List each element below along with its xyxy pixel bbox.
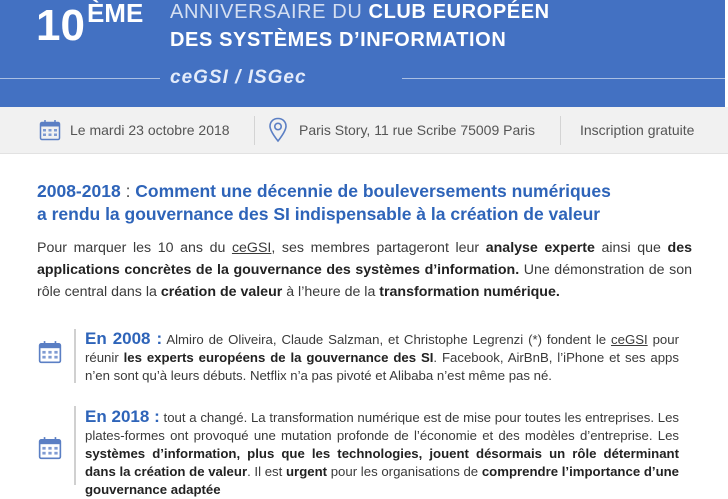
banner-divider-left — [0, 78, 160, 79]
timeline-entry-2018: En 2018 : tout a changé. La transformation numérique est de mise pour toutes les entreprises. Les plates-formes ont provoqué une mutation profonde de l’économie et des modèles d’entreprise. Les systèmes d’information, plus que les technologies, jouent désormais un rôle déterminant dans la création de valeur. Il est urgent pour les organisations de comprendre l’importance d’une gouvernance adaptée — [85, 407, 680, 497]
header-banner — [0, 0, 728, 107]
event-info-bar — [0, 107, 728, 154]
banner-divider-right — [402, 78, 728, 79]
event-title: ANNIVERSAIRE DU CLUB EUROPÉEN DES SYSTÈMES D’INFORMATION — [170, 1, 550, 51]
registration-info: Inscription gratuite — [580, 122, 695, 138]
cegsi-link[interactable]: ceGSI — [611, 332, 648, 347]
timeline-entry-2008: En 2008 : Almiro de Oliveira, Claude Salzman, et Christophe Legrenzi (*) fondent le ceGSI pour réunir les experts européens de la gouvernance des SI. Facebook, AirBnB, l’iPhone et ses apps n’en sont qu’à leurs débuts. Netflix n’a pas pivoté et Alibaba n’est même pas né. — [85, 329, 679, 383]
event-subtitle: ceGSI / ISGec — [170, 67, 307, 88]
event-location: Paris Story, 11 rue Scribe 75009 Paris — [299, 122, 536, 138]
event-date: Le mardi 23 octobre 2018 — [70, 122, 230, 138]
anniversary-number: 10ÈME — [36, 0, 144, 50]
main-heading: 2008-2018 : Comment une décennie de bouleversements numériques a rendu la gouvernance des SI indispensable à la création de valeur — [37, 181, 611, 224]
timeline-divider — [74, 406, 76, 485]
intro-paragraph: Pour marquer les 10 ans du ceGSI, ses membres partageront leur analyse experte ainsi que des applications concrètes de la gouvernance des systèmes d’information. Une démonstration de son rôle central dans la création de valeur à l’heure de la transformation numérique. — [37, 240, 692, 300]
cegsi-link[interactable]: ceGSI — [231, 240, 272, 256]
calendar-icon — [39, 119, 61, 141]
location-pin-icon — [268, 117, 288, 143]
timeline-divider — [74, 329, 76, 383]
calendar-icon — [38, 436, 62, 460]
calendar-icon — [38, 340, 62, 364]
